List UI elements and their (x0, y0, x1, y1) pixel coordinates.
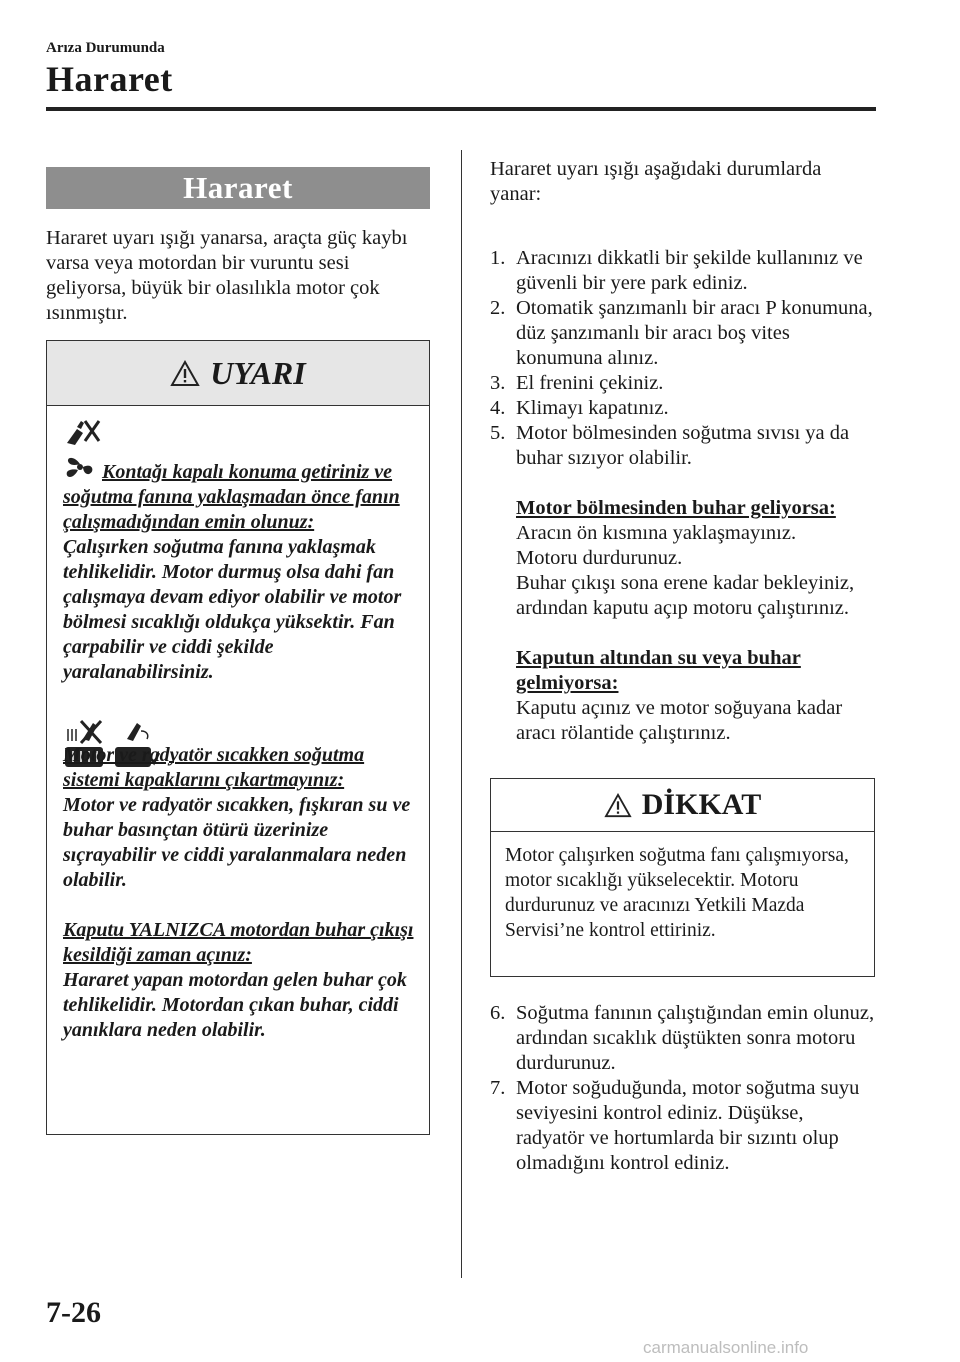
step-item: 6. Soğutma fanının çalıştığından emin olunuz, ardından sıcaklık düştükten sonra motoru durdurunuz. (490, 1002, 875, 1074)
caution-box (490, 778, 875, 977)
caution-header (491, 779, 874, 832)
warning-header (47, 341, 429, 406)
page-title: Hararet (46, 59, 173, 99)
steam-line: Buhar çıkışı sona erene kadar bekleyiniz, ardından kaputu açıp motoru çalıştırınız. (516, 572, 855, 619)
warning-item-fan (63, 417, 423, 685)
warning-item-hood-body: Hararet yapan motordan gelen buhar çok tehlikelidir. Motordan çıkan buhar, ciddi yanıklara neden olabilir. (63, 969, 407, 1041)
no-steam-subheading: Kaputun altından su veya buhar gelmiyorsa: (516, 647, 801, 694)
warning-item-radiator-body: Motor ve radyatör sıcakken, fışkıran su ve buhar basınçtan ötürü üzerinize sıçrayabilir ve ciddi yaralanmalara neden olabilir. (63, 794, 411, 891)
warning-triangle-icon (170, 360, 200, 387)
step-item: 2. Otomatik şanzımanlı bir aracı P konumuna, düz şanzımanlı bir aracı boş vites konumuna alınız. (490, 297, 873, 369)
hands-off-icon (63, 417, 103, 447)
watermark: carmanualsonline.info (643, 1338, 809, 1357)
warning-item-fan-title: Kontağı kapalı konuma getiriniz ve soğutma fanına yaklaşmadan önce fanın çalışmadığından emin olunuz: (63, 461, 400, 533)
section-banner: Hararet (46, 167, 430, 209)
section-label: Arıza Durumunda (46, 40, 165, 56)
step-item: 1. Aracınızı dikkatli bir şekilde kullanınız ve güvenli bir yere park ediniz. (490, 247, 863, 294)
steam-line: Motoru durdurunuz. (516, 547, 683, 569)
fan-icon (63, 452, 97, 482)
right-intro: Hararet uyarı ışığı aşağıdaki durumlarda yanar: (490, 158, 822, 205)
no-steam-text: Kaputu açınız ve motor soğuyana kadar aracı rölantide çalıştırınız. (516, 697, 843, 744)
warning-item-hood (63, 918, 423, 1043)
warning-item-radiator-title: Motor ve radyatör sıcakken soğutma sistemi kapaklarını çıkartmayınız: (63, 744, 365, 791)
step-item: 4. Klimayı kapatınız. (490, 397, 669, 419)
step-item: 7. Motor soğuduğunda, motor soğutma suyu seviyesini kontrol ediniz. Düşükse, radyatör ve hortumlarda bir sızıntı olup olmadığını kontrol ediniz. (490, 1077, 860, 1174)
warning-item-radiator (63, 717, 423, 893)
warning-label: UYARI (210, 354, 306, 391)
steps-list (490, 246, 875, 746)
steam-subheading: Motor bölmesinden buhar geliyorsa: (516, 497, 836, 519)
warning-box (46, 340, 430, 1135)
steam-line: Aracın ön kısmına yaklaşmayınız. (516, 522, 797, 544)
steps-list-continued (490, 1001, 875, 1176)
step-item: 5. Motor bölmesinden soğutma sıvısı ya da buhar sızıyor olabilir. (490, 422, 850, 469)
caution-label: DİKKAT (641, 788, 762, 821)
intro-paragraph: Hararet uyarı ışığı yanarsa, araçta güç kaybı varsa veya motordan bir vuruntu sesi geliyorsa, büyük bir olasılıkla motor çok ısınmıştır. (46, 227, 408, 324)
warning-item-hood-title: Kaputu YALNIZCA motordan buhar çıkışı kesildiği zaman açınız: (63, 919, 414, 966)
header-rule (46, 107, 876, 111)
column-divider (461, 150, 462, 1278)
caution-triangle-icon (604, 793, 632, 818)
page-number: 7-26 (46, 1296, 101, 1329)
step-item: 3. El frenini çekiniz. (490, 372, 664, 394)
caution-text: Motor çalışırken soğutma fanı çalışmıyorsa, motor sıcaklığı yükselecektir. Motoru durdurunuz ve aracınızı Yetkili Mazda Servisi’ne kontrol ettiriniz. (505, 845, 849, 941)
warning-item-fan-body: Çalışırken soğutma fanına yaklaşmak tehlikelidir. Motor durmuş olsa dahi fan çalışmaya devam ediyor olabilir ve motor bölmesi sıcaklığı oldukça yüksektir. Fan çarpabilir ve ciddi şekilde yaralanabilirsiniz. (63, 536, 402, 683)
